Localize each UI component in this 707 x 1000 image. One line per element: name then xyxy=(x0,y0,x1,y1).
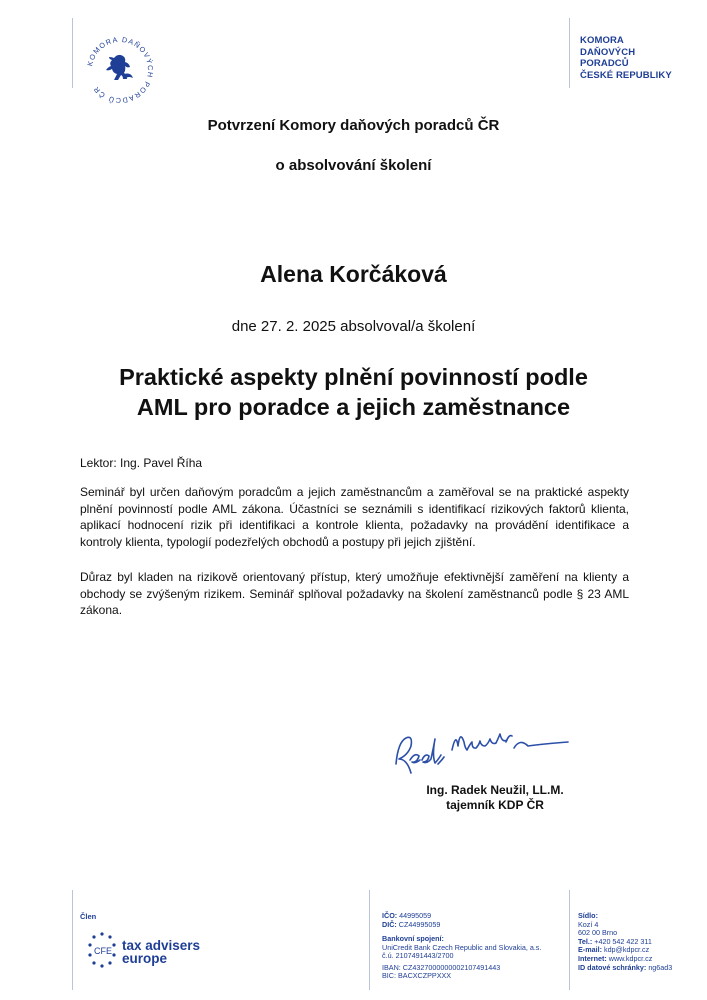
email-label: E-mail: xyxy=(578,945,602,955)
dic-label: DIČ: xyxy=(382,919,397,929)
org-name-line: PORADCŮ xyxy=(580,58,629,69)
dic-row xyxy=(382,921,440,930)
web-link[interactable]: www.kdpcr.cz xyxy=(608,953,653,963)
tel-value: +420 542 422 311 xyxy=(594,936,652,946)
course-title xyxy=(60,362,647,422)
email-link[interactable]: kdp@kdpcr.cz xyxy=(603,945,650,955)
header-divider-right xyxy=(569,18,570,88)
lion-icon xyxy=(106,55,133,80)
cfe-text: CFE xyxy=(94,946,112,956)
dic-value: CZ44995059 xyxy=(398,919,441,929)
cfe-line-2: europe xyxy=(122,951,168,966)
footer-divider-middle xyxy=(369,890,370,990)
certificate-title: Potvrzení Komory daňových poradců ČR xyxy=(207,117,500,134)
membership-label: Člen xyxy=(80,912,97,921)
cfe-line-1: tax advisers xyxy=(122,938,201,953)
ds-label: ID datové schránky: xyxy=(578,962,647,972)
participant-name: Alena Korčáková xyxy=(260,261,447,287)
bank-account: č.ú. 2107491443/2700 xyxy=(382,951,454,961)
org-name-line: DAŇOVÝCH xyxy=(580,46,636,58)
footer-divider-right xyxy=(569,890,570,990)
course-title-line: AML pro poradce a jejich zaměstnance xyxy=(136,394,571,420)
ico-label: IČO: xyxy=(382,911,398,920)
web-label: Internet: xyxy=(578,953,607,963)
certificate-subtitle: o absolvování školení xyxy=(275,157,432,174)
course-title-line: Praktické aspekty plnění povinností podle xyxy=(119,364,588,390)
city: 602 00 Brno xyxy=(578,928,618,938)
lecturer-line: Lektor: Ing. Pavel Říha xyxy=(80,456,203,470)
org-name-line: ČESKÉ REPUBLIKY xyxy=(580,69,672,81)
ds-value: ng6ad3 xyxy=(648,962,673,972)
bank-name: UniCredit Bank Czech Republic and Slovakia, a.s. xyxy=(382,942,542,952)
ico-value: 44995059 xyxy=(399,911,432,920)
iban: IBAN: CZ4327000000002107491443 xyxy=(382,962,501,972)
chamber-seal-logo xyxy=(84,34,156,106)
header-divider-left xyxy=(72,18,73,88)
signatory-name: Ing. Radek Neužil, LL.M. xyxy=(426,783,564,797)
signatory-role: tajemník KDP ČR xyxy=(446,798,544,812)
handwritten-signature xyxy=(388,720,603,782)
tel-label: Tel.: xyxy=(578,936,593,946)
bic: BIC: BACXCZPPXXX xyxy=(382,971,452,981)
contact-info xyxy=(578,912,672,972)
bank-info xyxy=(382,935,541,981)
completion-date-line: dne 27. 2. 2025 absolvoval/a školení xyxy=(231,318,476,335)
bank-label: Bankovní spojení: xyxy=(382,934,444,943)
org-name-line: KOMORA xyxy=(580,35,624,46)
description-paragraph-1: Seminář byl určen daňovým poradcům a jejich zaměstnancům a zaměřoval se na praktické aspekty plnění povinností podle AML zákona. Účastníci se seznámili s identifikací rizikových faktorů klienta, aplikací hodnocení rizik při identifikaci a kontrole klienta, požadavky na provádění identifikace a kontroly klienta, typologií podezřelých obchodů a postupy při jejich zjištění. xyxy=(80,485,629,549)
cfe-logo xyxy=(84,928,214,974)
datova-schranka-row xyxy=(578,964,672,973)
description-paragraph-2: Důraz byl kladen na rizikově orientovaný přístup, který umožňuje efektivnější zaměření na klienty a obchody se zvýšeným rizikem. Seminář splňoval požadavky na školení zaměstnanců podle § 23 AML zákona. xyxy=(80,570,629,617)
svg-text:KOMORA DAŇOVÝCH PORADCŮ ČR: KOMORA DAŇOVÝCH PORADCŮ ČR xyxy=(85,34,156,106)
footer-divider-left xyxy=(72,890,73,990)
org-name-block xyxy=(580,35,672,81)
sidlo-label: Sídlo: xyxy=(578,911,598,920)
street: Kozí 4 xyxy=(578,919,599,929)
registration-info xyxy=(382,912,440,929)
